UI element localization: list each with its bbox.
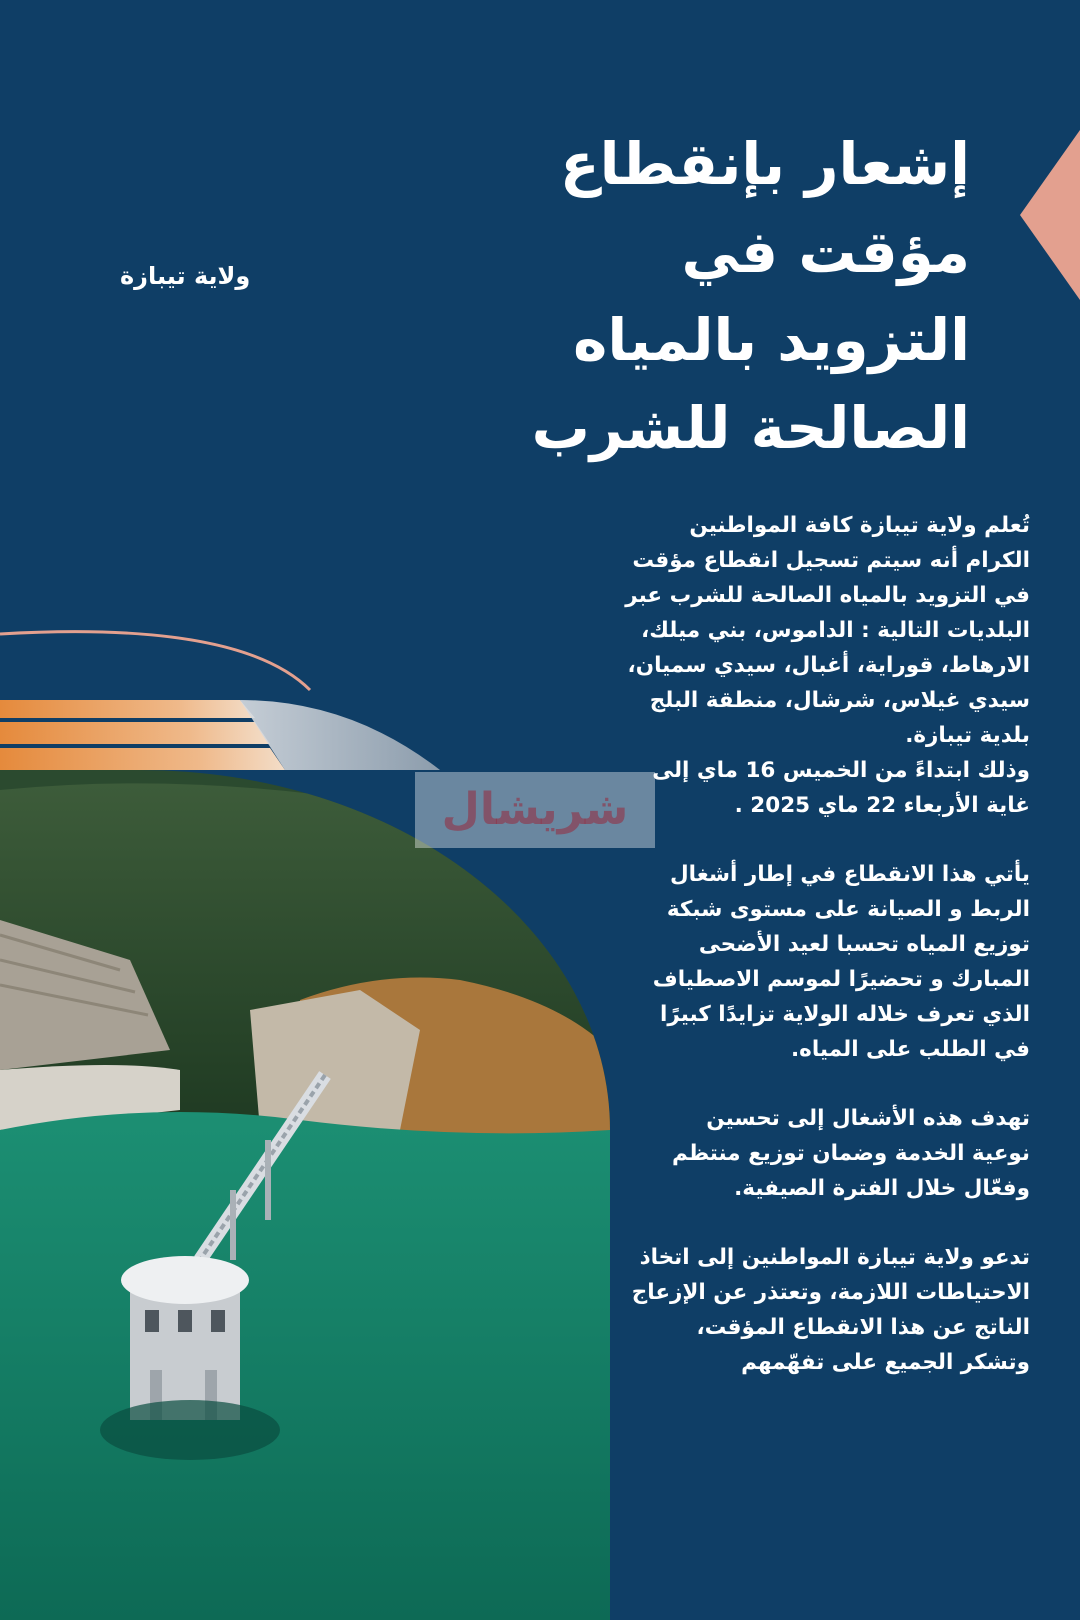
paragraph-3 <box>560 1101 1030 1206</box>
body-line: المبارك و تحضيرًا لموسم الاصطياف <box>652 967 1030 992</box>
body-line: وذلك ابتداءً من الخميس 16 ماي إلى <box>652 758 1030 783</box>
title-line: مؤقت في <box>681 218 970 286</box>
body-line: نوعية الخدمة وضمان توزيع منتظم <box>671 1141 1030 1166</box>
title-line: التزويد بالمياه <box>573 306 970 374</box>
author-label: ولاية تيبازة <box>120 262 251 290</box>
body-line: الارهاط، قوراية، أغبال، سيدي سميان، <box>627 653 1030 678</box>
notice-body <box>560 508 1030 1414</box>
title-line: إشعار بإنقطاع <box>560 130 970 198</box>
body-line: تُعلم ولاية تيبازة كافة المواطنين <box>689 513 1030 538</box>
body-line: سيدي غيلاس، شرشال، منطقة البلج <box>649 688 1030 713</box>
paragraph-1 <box>560 508 1030 823</box>
body-line: وتشكر الجميع على تفهّمهم <box>741 1350 1030 1375</box>
decorative-arc <box>0 620 320 700</box>
body-line: غاية الأربعاء 22 ماي 2025 . <box>734 793 1030 818</box>
body-line: الاحتياطات اللازمة، وتعتذر عن الإزعاج <box>631 1280 1030 1305</box>
body-line: وفعّال خلال الفترة الصيفية. <box>734 1176 1030 1201</box>
dam-photo-illustration <box>0 770 610 1620</box>
body-line: بلدية تيبازة. <box>905 723 1030 748</box>
body-line: الذي تعرف خلاله الولاية تزايدًا كبيرًا <box>659 1002 1030 1027</box>
body-line: الكرام أنه سيتم تسجيل انقطاع مؤقت <box>632 548 1030 573</box>
decorative-bands <box>0 700 440 770</box>
body-line: يأتي هذا الانقطاع في إطار أشغال <box>670 862 1030 887</box>
paragraph-4 <box>560 1240 1030 1380</box>
body-line: توزيع المياه تحسبا لعيد الأضحى <box>698 932 1030 957</box>
body-line: البلديات التالية : الداموس، بني ميلك، <box>641 618 1030 643</box>
body-line: تدعو ولاية تيبازة المواطنين إلى اتخاذ <box>639 1245 1030 1270</box>
body-line: في الطلب على المياه. <box>791 1037 1030 1062</box>
title-line: الصالحة للشرب <box>531 394 970 462</box>
body-line: الربط و الصيانة على مستوى شبكة <box>666 897 1030 922</box>
body-line: تهدف هذه الأشغال إلى تحسين <box>706 1106 1030 1131</box>
triangle-accent-icon <box>1020 130 1080 300</box>
body-line: في التزويد بالمياه الصالحة للشرب عبر <box>625 583 1030 608</box>
body-line: الناتج عن هذا الانقطاع المؤقت، <box>696 1315 1030 1340</box>
paragraph-2 <box>560 857 1030 1067</box>
notice-title <box>450 120 970 472</box>
watermark-logo: شريشال <box>415 772 655 848</box>
